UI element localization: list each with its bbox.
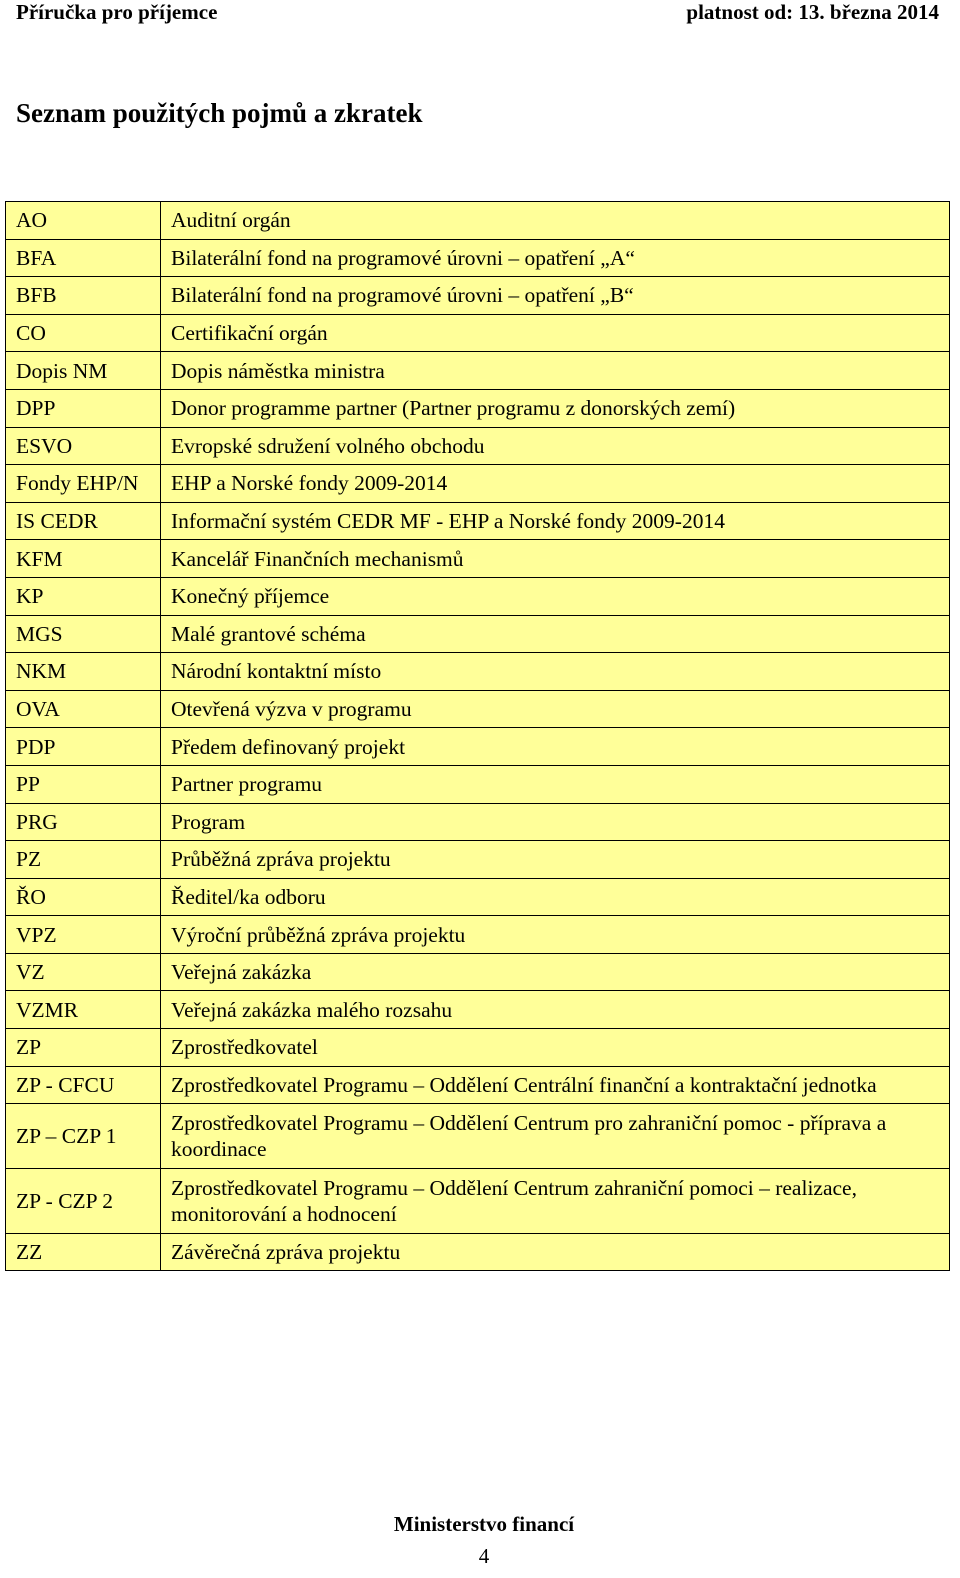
abbreviation-cell: CO: [6, 314, 161, 352]
table-row: [6, 1104, 950, 1169]
abbreviation-cell: VZMR: [6, 991, 161, 1029]
abbreviation-cell: KP: [6, 577, 161, 615]
abbreviations-table: [5, 201, 950, 1271]
meaning-cell: Zprostředkovatel: [161, 1029, 950, 1067]
meaning-cell: Bilaterální fond na programové úrovni – opatření „A“: [161, 239, 950, 277]
table-row: [6, 202, 950, 240]
abbreviation-cell: ESVO: [6, 427, 161, 465]
meaning-cell: Bilaterální fond na programové úrovni – opatření „B“: [161, 277, 950, 315]
meaning-cell: Národní kontaktní místo: [161, 653, 950, 691]
meaning-cell: Průběžná zpráva projektu: [161, 841, 950, 879]
abbreviation-cell: ZP - CZP 2: [6, 1168, 161, 1233]
table-row: [6, 427, 950, 465]
header-validity-date: platnost od: 13. března 2014: [686, 0, 939, 24]
abbreviation-cell: MGS: [6, 615, 161, 653]
table-row: [6, 803, 950, 841]
meaning-cell: Donor programme partner (Partner programu z donorských zemí): [161, 389, 950, 427]
abbreviation-cell: PZ: [6, 841, 161, 879]
abbreviation-cell: VPZ: [6, 916, 161, 954]
abbreviation-cell: AO: [6, 202, 161, 240]
table-row: [6, 465, 950, 503]
abbreviation-cell: ZP: [6, 1029, 161, 1067]
abbreviation-cell: OVA: [6, 690, 161, 728]
table-row: [6, 690, 950, 728]
page-number: 4: [478, 1544, 490, 1568]
meaning-cell: Výroční průběžná zpráva projektu: [161, 916, 950, 954]
meaning-cell: Ředitel/ka odboru: [161, 878, 950, 916]
table-row: [6, 728, 950, 766]
table-row: [6, 991, 950, 1029]
abbreviation-cell: IS CEDR: [6, 502, 161, 540]
abbreviation-cell: Dopis NM: [6, 352, 161, 390]
meaning-cell: Dopis náměstka ministra: [161, 352, 950, 390]
meaning-cell: Informační systém CEDR MF - EHP a Norské fondy 2009-2014: [161, 502, 950, 540]
meaning-cell: Zprostředkovatel Programu – Oddělení Centrum pro zahraniční pomoc - příprava a koordinace: [161, 1104, 950, 1169]
meaning-cell: Kancelář Finančních mechanismů: [161, 540, 950, 578]
table-row: [6, 314, 950, 352]
abbreviation-cell: Fondy EHP/N: [6, 465, 161, 503]
table-row: [6, 277, 950, 315]
meaning-cell: Program: [161, 803, 950, 841]
meaning-cell: Malé grantové schéma: [161, 615, 950, 653]
abbreviation-cell: KFM: [6, 540, 161, 578]
meaning-cell: Konečný příjemce: [161, 577, 950, 615]
table-row: [6, 765, 950, 803]
abbreviation-cell: ZP - CFCU: [6, 1066, 161, 1104]
table-row: [6, 1233, 950, 1271]
table-row: [6, 653, 950, 691]
meaning-cell: Partner programu: [161, 765, 950, 803]
abbreviation-cell: PDP: [6, 728, 161, 766]
abbreviation-cell: DPP: [6, 389, 161, 427]
abbreviation-cell: PP: [6, 765, 161, 803]
footer-ministry: Ministerstvo financí: [393, 1512, 575, 1536]
abbreviation-cell: ŘO: [6, 878, 161, 916]
header-document-title: Příručka pro příjemce: [16, 0, 218, 24]
page-title: Seznam použitých pojmů a zkratek: [16, 98, 423, 128]
table-row: [6, 916, 950, 954]
table-row: [6, 352, 950, 390]
table-row: [6, 1029, 950, 1067]
meaning-cell: Otevřená výzva v programu: [161, 690, 950, 728]
table-row: [6, 577, 950, 615]
table-row: [6, 841, 950, 879]
meaning-cell: Zprostředkovatel Programu – Oddělení Centrum zahraniční pomoci – realizace, monitorování a hodnocení: [161, 1168, 950, 1233]
table-row: [6, 878, 950, 916]
table-row: [6, 1066, 950, 1104]
abbreviation-cell: NKM: [6, 653, 161, 691]
abbreviation-cell: VZ: [6, 953, 161, 991]
table-row: [6, 540, 950, 578]
meaning-cell: EHP a Norské fondy 2009-2014: [161, 465, 950, 503]
table-row: [6, 953, 950, 991]
abbreviation-cell: PRG: [6, 803, 161, 841]
meaning-cell: Auditní orgán: [161, 202, 950, 240]
abbreviation-cell: BFB: [6, 277, 161, 315]
abbreviation-cell: BFA: [6, 239, 161, 277]
table-row: [6, 502, 950, 540]
meaning-cell: Veřejná zakázka malého rozsahu: [161, 991, 950, 1029]
abbreviation-cell: ZP – CZP 1: [6, 1104, 161, 1169]
meaning-cell: Předem definovaný projekt: [161, 728, 950, 766]
table-row: [6, 389, 950, 427]
meaning-cell: Zprostředkovatel Programu – Oddělení Centrální finanční a kontraktační jednotka: [161, 1066, 950, 1104]
table-row: [6, 615, 950, 653]
meaning-cell: Evropské sdružení volného obchodu: [161, 427, 950, 465]
abbreviation-cell: ZZ: [6, 1233, 161, 1271]
meaning-cell: Závěrečná zpráva projektu: [161, 1233, 950, 1271]
meaning-cell: Certifikační orgán: [161, 314, 950, 352]
meaning-cell: Veřejná zakázka: [161, 953, 950, 991]
table-row: [6, 1168, 950, 1233]
table-row: [6, 239, 950, 277]
